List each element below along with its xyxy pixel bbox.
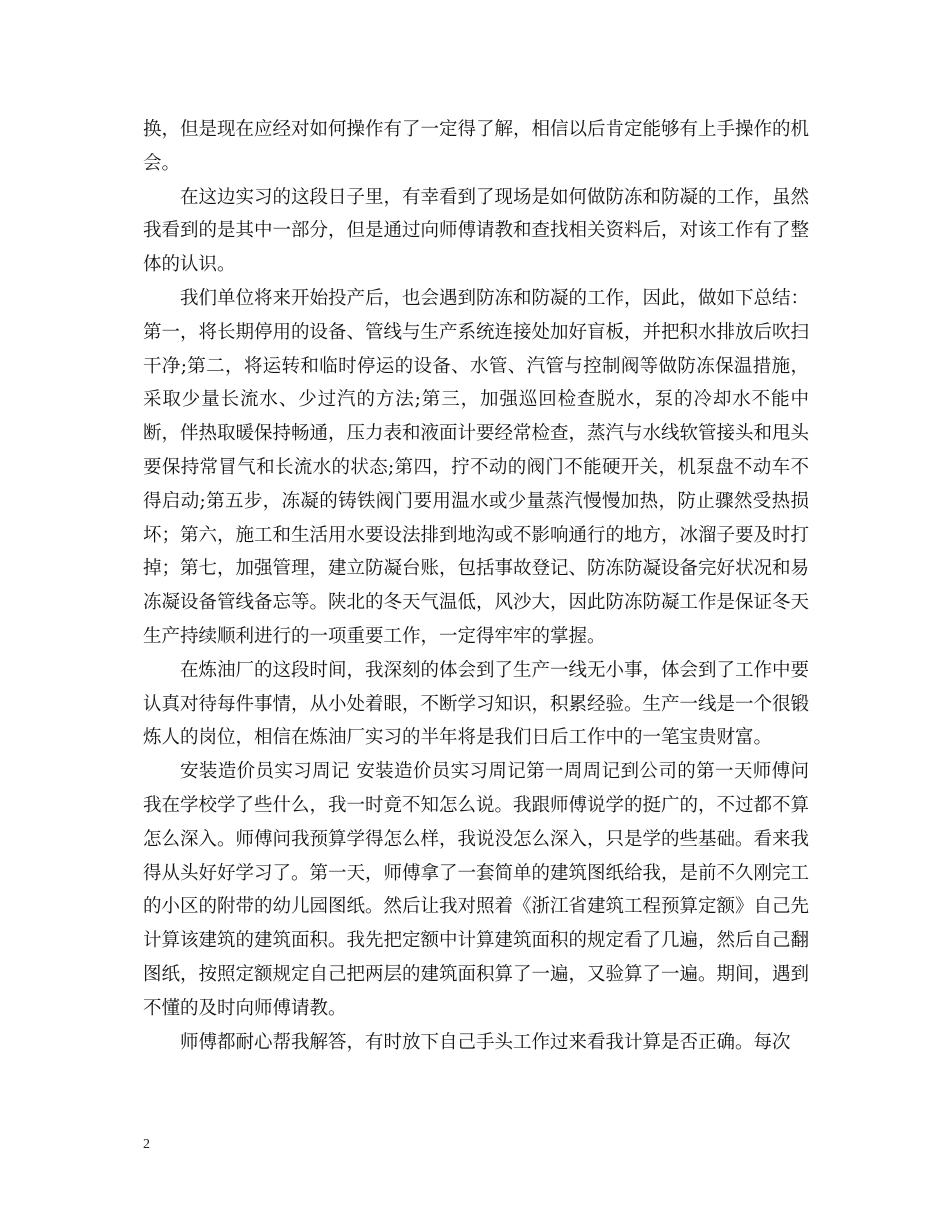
- document-body: [143, 113, 809, 1059]
- page-number: 2: [143, 1137, 150, 1152]
- paragraph-3: 我们单位将来开始投产后，也会遇到防冻和防凝的工作，因此，做如下总结：第一，将长期停用的设备、管线与生产系统连接处加好盲板，并把积水排放后吹扫干净;第二，将运转和临时停运的设备、水管、汽管与控制阀等做防冻保温措施，采取少量长流水、少过汽的方法;第三，加强巡回检查脱水，泵的冷却水不能中断，伴热取暖保持畅通，压力表和液面计要经常检查，蒸汽与水线软管接头和甩头要保持常冒气和长流水的状态;第四，拧不动的阀门不能硬开关，机泵盘不动车不得启动;第五步，冻凝的铸铁阀门要用温水或少量蒸汽慢慢加热，防止骤然受热损坏；第六，施工和生活用水要设法排到地沟或不影响通行的地方，冰溜子要及时打掉；第七，加强管理，建立防凝台账，包括事故登记、防冻防凝设备完好状况和易冻凝设备管线备忘等。陕北的冬天气温低，风沙大，因此防冻防凝工作是保证冬天生产持续顺利进行的一项重要工作，一定得牢牢的掌握。: [143, 287, 810, 647]
- paragraph-4: 在炼油厂的这段时间，我深刻的体会到了生产一线无小事，体会到了工作中要认真对待每件事情，从小处着眼，不断学习知识，积累经验。生产一线是一个很锻炼人的岗位，相信在炼油厂实习的半年将是我们日后工作中的一笔宝贵财富。: [143, 659, 810, 749]
- paragraph-6: 师傅都耐心帮我解答，有时放下自己手头工作过来看我计算是否正确。每次: [180, 1031, 791, 1053]
- paragraph-1: 换，但是现在应经对如何操作有了一定得了解，相信以后肯定能够有上手操作的机会。: [143, 119, 810, 174]
- paragraph-5: 安装造价员实习周记 安装造价员实习周记第一周周记到公司的第一天师傅问我在学校学了些什么，我一时竟不知怎么说。我跟师傅说学的挺广的，不过都不算怎么深入。师傅问我预算学得怎么样，我说没怎么深入，只是学的些基础。看来我得从头好好学习了。第一天，师傅拿了一套简单的建筑图纸给我，是前不久刚完工的小区的附带的幼儿园图纸。然后让我对照着《浙江省建筑工程预算定额》自己先计算该建筑的建筑面积。我先把定额中计算建筑面积的规定看了几遍，然后自己翻图纸，按照定额规定自己把两层的建筑面积算了一遍，又验算了一遍。期间，遇到不懂的及时向师傅请教。: [143, 761, 810, 1019]
- paragraph-2: 在这边实习的这段日子里，有幸看到了现场是如何做防冻和防凝的工作，虽然我看到的是其中一部分，但是通过向师傅请教和查找相关资料后，对该工作有了整体的认识。: [143, 186, 810, 276]
